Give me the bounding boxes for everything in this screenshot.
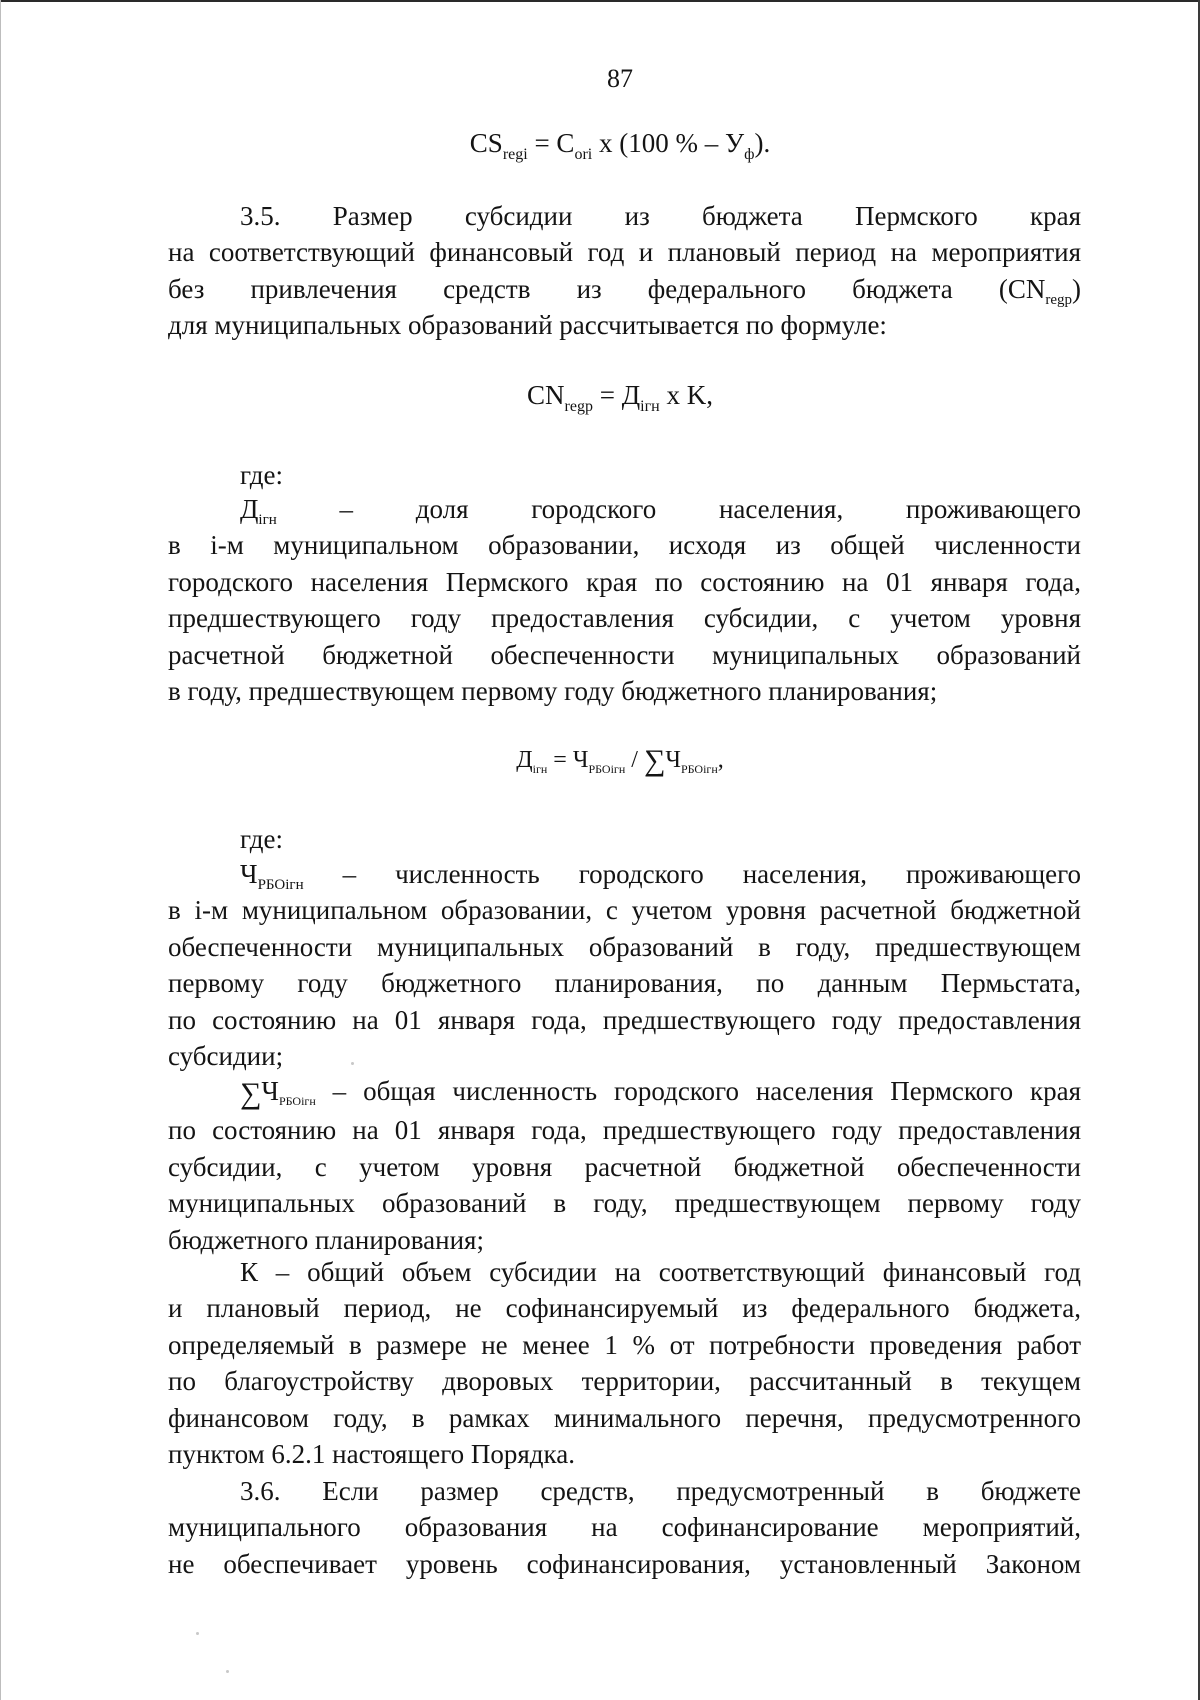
paragraph-line: городского населения Пермского края по состоянию на 01 января года, [168,566,1081,597]
paragraph-line: предшествующего году предоставления субсидии, с учетом уровня [168,603,1081,634]
where-label: где: [240,824,283,854]
paragraph-line: по состоянию на 01 января года, предшествующего году предоставления [168,1004,1081,1035]
formula-d-ign: $Д_{iгн} = Ч_{РБОiгн} / \sum Ч_{РБОiгн}$, [516,744,724,777]
paragraph-line: бюджетного планирования; [168,1224,484,1255]
scan-speck [196,1632,199,1635]
paragraph-line: финансовом году, в рамках минимального перечня, предусмотренного [168,1402,1081,1433]
paragraph-line: 3.5. Размер субсидии из бюджета Пермского края [240,201,1082,231]
paragraph-line: для муниципальных образований рассчитывается по формуле: [168,310,887,341]
paragraph-line: $Д_{iгн}$ – доля городского населения, проживающего [240,494,1082,528]
scan-edge-left [0,0,1,1700]
paragraph-line: без привлечения средств из федерального бюджета $(CN_{regp})$ [168,273,1082,308]
paragraph-line: расчетной бюджетной обеспеченности муниципальных образований [168,639,1081,670]
paragraph-line: и плановый период, не софинансируемый из федерального бюджета, [168,1293,1081,1324]
sum-sign: ∑ [240,1077,262,1110]
paragraph-line: муниципального образования на софинансирование мероприятий, [168,1512,1081,1543]
paragraph-line: в i-м муниципальном образовании, исходя из общей численности [168,530,1081,561]
formula-cs-regi: $CS_{regi} = C_{ori}$ x (100 % – $У_ф$). [469,128,771,163]
paragraph-line: на соответствующий финансовый год и плановый период на мероприятия [168,237,1081,268]
paragraph-line: субсидии; [168,1041,284,1072]
ch-rbo-symbol: $Ч_{РБОiгн}$ [240,859,304,893]
paragraph-3-5 [168,198,1081,344]
paragraph-line: $Ч_{РБОiгн}$ – численность городского населения, проживающего [240,859,1082,893]
cn-regp-term: $(CN_{regp})$ [998,273,1082,308]
paragraph-line: определяемый в размере не менее 1 % от потребности проведения работ [168,1329,1081,1360]
paragraph-line: в i-м муниципальном образовании, с учетом уровня расчетной бюджетной [168,895,1081,926]
paragraph-line: пунктом 6.2.1 настоящего Порядка. [168,1439,575,1470]
paragraph-line: субсидии, с учетом уровня расчетной бюджетной обеспеченности [168,1151,1081,1182]
paragraph-line: по состоянию на 01 января года, предшествующего году предоставления [168,1115,1081,1146]
scan-edge-top [0,0,1200,2]
definition-k [168,1254,1081,1472]
sum-sign: ∑ [643,744,666,777]
paragraph-3-6 [168,1473,1081,1582]
paragraph-line: не обеспечивает уровень софинансирования, установленный Законом [168,1548,1081,1579]
sum-ch-symbol: $\sum Ч_{РБОiгн}$ [240,1076,316,1110]
where-label: где: [240,460,283,490]
page-number: 87 [607,64,633,93]
paragraph-line: К – общий объем субсидии на соответствующий финансовый год [240,1257,1081,1287]
paragraph-line: по благоустройству дворовых территории, рассчитанный в текущем [168,1366,1081,1397]
scan-speck [226,1670,229,1673]
d-ign-symbol: $Д_{iгн}$ [240,494,277,528]
scan-speck [351,1062,354,1065]
paragraph-line: обеспеченности муниципальных образований в году, предшествующем [168,931,1081,962]
definition-d-ign [168,491,1081,709]
paragraph-line: в году, предшествующем первому году бюджетного планирования; [168,676,938,707]
definition-sum-ch [168,1073,1081,1258]
paragraph-line: первому году бюджетного планирования, по данным Пермьстата, [168,968,1081,999]
paragraph-line: $\sum Ч_{РБОiгн}$ – общая численность городского населения Пермского края [240,1076,1081,1110]
paragraph-line: 3.6. Если размер средств, предусмотренный в бюджете [240,1476,1082,1506]
formula-cn-regp: $CN_{regp} = Д_{iгн}$ x K, [527,380,713,415]
definition-ch-rbo [168,856,1081,1074]
paragraph-line: муниципальных образований в году, предшествующем первому году [168,1188,1081,1219]
